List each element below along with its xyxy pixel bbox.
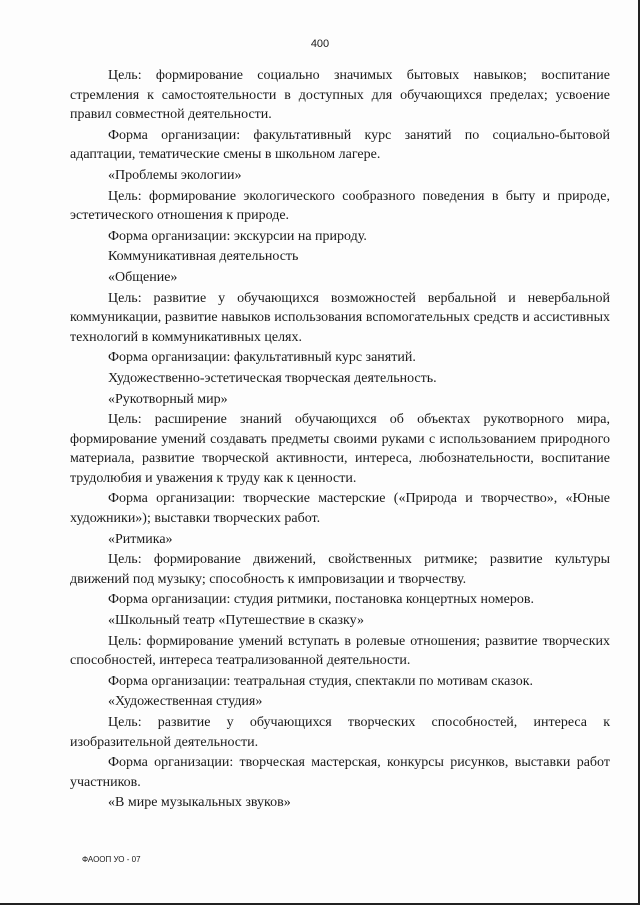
paragraph-form-social-adaptation: Форма организации: факультативный курс занятий по социально-бытовой адаптации, тематические смены в школьном лагере.	[70, 127, 610, 163]
heading-art-studio: «Художественная студия»	[108, 694, 263, 710]
paragraph-form-art-workshop: Форма организации: творческая мастерская, конкурсы рисунков, выставки работ участников.	[70, 755, 610, 790]
heading-school-theatre: «Школьный театр «Путешествие в сказку»	[108, 613, 364, 629]
heading-music-world: «В мире музыкальных звуков»	[108, 795, 291, 811]
paragraph-form-theatre-studio: Форма организации: театральная студия, спектакли по мотивам сказок.	[108, 673, 534, 689]
paragraph-form-excursions: Форма организации: экскурсии на природу.	[108, 228, 367, 244]
paragraph-goal-household-skills: Цель: формирование социально значимых бытовых навыков; воспитание стремления к самостоятельности в доступных для обучающихся пределах; усвоение правил совместной деятельности.	[70, 68, 610, 123]
heading-communication: «Общение»	[108, 269, 178, 285]
paragraph-goal-rhythmics: Цель: формирование движений, свойственных ритмике; развитие культуры движений под музыку; способность к импровизации и творчеству.	[70, 552, 610, 587]
page-number: 400	[310, 38, 330, 50]
heading-artistic-activity: Художественно-эстетическая творческая деятельность.	[108, 370, 437, 386]
paragraph-form-rhythmics-studio: Форма организации: студия ритмики, постановка концертных номеров.	[108, 592, 534, 608]
heading-communicative-activity: Коммуникативная деятельность	[108, 249, 299, 265]
heading-rhythmics: «Ритмика»	[108, 531, 173, 547]
paragraph-goal-communication: Цель: развитие у обучающихся возможностей вербальной и невербальной коммуникации, развитие навыков использования вспомогательных средств и ассистивных технологий в коммуникативных целях.	[70, 290, 610, 345]
heading-handmade-world: «Рукотворный мир»	[108, 391, 228, 407]
paragraph-goal-art-studio: Цель: развитие у обучающихся творческих способностей, интереса к изобразительной деятельности.	[70, 715, 610, 750]
document-body	[70, 66, 610, 813]
paragraph-goal-handmade-world: Цель: расширение знаний обучающихся об объектах рукотворного мира, формирование умений создавать предметы своими руками с использованием природного материала, развитие творческой активности, интереса, любознательности, воспитание трудолюбия и уважения к труду как к ценности.	[70, 412, 610, 486]
paragraph-goal-ecology: Цель: формирование экологического сообразного поведения в быту и природе, эстетического отношения к природе.	[70, 188, 610, 224]
paragraph-goal-theatre: Цель: формирование умений вступать в ролевые отношения; развитие творческих способностей, интереса театрализованной деятельности.	[70, 633, 610, 669]
paragraph-form-elective-course: Форма организации: факультативный курс занятий.	[108, 350, 416, 366]
footer-document-code: ФАООП УО - 07	[82, 855, 141, 864]
paragraph-form-workshops: Форма организации: творческие мастерские («Природа и творчество», «Юные художники»); выставки творческих работ.	[70, 491, 610, 527]
heading-ecology-problems: «Проблемы экологии»	[108, 167, 242, 183]
